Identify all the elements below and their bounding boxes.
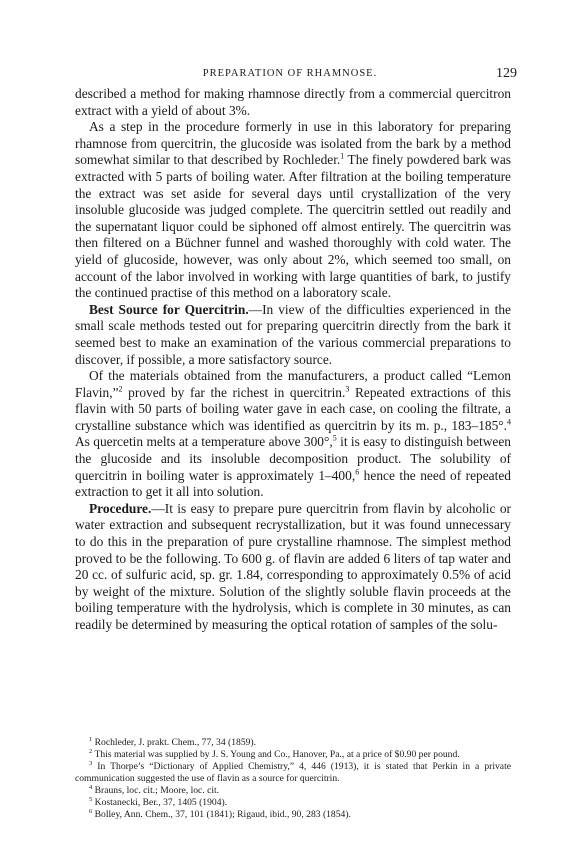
- footnote-text: Kostanecki, Ber., 37, 1405 (1904).: [94, 797, 228, 808]
- paragraph-text: As quercetin melts at a temperature above 300°,: [75, 434, 333, 450]
- section-heading-procedure: Procedure.: [89, 500, 152, 516]
- footnote-mark: 1: [89, 735, 93, 743]
- footnote: [75, 761, 511, 785]
- page-number: 129: [496, 66, 517, 81]
- paragraph-text: As a step in the procedure formerly in use in this laboratory for preparing rhamnose from quercitrin, the glucoside was isolated from the bark by a method somewhat similar to that described by Rochleder.: [75, 119, 511, 168]
- footnote-ref-4: 4: [507, 417, 511, 427]
- paragraph-isolation-from-bark: [75, 119, 511, 302]
- paragraph-text: The finely powdered bark was extracted with 5 parts of boiling water. After filtration at the boiling temperature the extract was set aside for several days until crystallization of the very insoluble glucoside was judged complete. The quercitrin settled out readily and the supernatant liquor could be siphoned off almost entirely. The quercitrin was then filtered on a Büchner funnel and washed thoroughly with cold water. The yield of glucoside, however, was only about 2%, which seemed too small, on account of the labor involved in working with large quantities of bark, to justify the continued practise of this method on a laboratory scale.: [75, 152, 511, 301]
- footnote-ref-3: 3: [345, 384, 350, 394]
- footnote-mark: 6: [89, 807, 93, 815]
- footnote: [75, 749, 511, 761]
- footnote-ref-6: 6: [355, 467, 360, 477]
- footnotes: [75, 737, 511, 821]
- footnote: [75, 809, 511, 821]
- paragraph-text: Repeated extractions of this flavin with 50 parts of boiling water gave in each case, on cooling the filtrate, a crystalline substance which was identified as quercitrin by its m. p., 183–185°.: [75, 384, 511, 433]
- footnote-text: Brauns, loc. cit.; Moore, loc. cit.: [94, 785, 220, 796]
- paragraph-text: —It is easy to prepare pure quercitrin from flavin by alcoholic or water extraction and subsequent recrystallization, but it was found unnecessary to do this in the preparation of pure crystalline rhamnose. The simplest method proved to be the following. To 600 g. of flavin are added 6 liters of tap water and 20 cc. of sulfuric acid, sp. gr. 1.84, corresponding to approximately 0.5% of acid by weight of the mixture. Solution of the slightly soluble flavin proceeds at the boiling temperature with the hydrolysis, which is complete in 30 minutes, as can readily be determined by measuring the optical rotation of samples of the solu-: [75, 500, 511, 632]
- paragraph-continuation: described a method for making rhamnose directly from a commercial quercitron extract with a yield of about 3%.: [75, 86, 511, 118]
- paragraph-text: it is easy to distinguish between the glucoside and its insoluble decomposition product. The solubility of quercitrin in boiling water is approximately 1–400,: [75, 434, 512, 483]
- paragraph-text: Of the materials obtained from the manufacturers, a product called “Lemon Flavin,”: [75, 368, 511, 400]
- footnote-ref-2: 2: [118, 384, 123, 394]
- running-title: PREPARATION OF RHAMNOSE.: [202, 68, 378, 79]
- paragraph-lemon-flavin: [75, 368, 511, 501]
- paragraph-text: —In view of the difficulties experienced in the small scale methods tested out for preparing quercitrin directly from the bark it seemed best to make an examination of the various commercial preparations to discover, if possible, a more satisfactory source.: [75, 301, 511, 367]
- footnote-ref-5: 5: [332, 434, 337, 443]
- footnote: [75, 737, 511, 749]
- paragraph-text: proved by far the richest in quercitrin.: [122, 384, 346, 400]
- footnote-mark: 2: [89, 747, 93, 755]
- footnote: [75, 797, 511, 809]
- footnote: [75, 785, 511, 797]
- footnote-text: Rochleder, J. prakt. Chem., 77, 34 (1859).: [94, 737, 257, 748]
- footnote-mark: 5: [89, 795, 93, 803]
- paragraph-text: hence the need of repeated extraction to get it all into solution.: [75, 467, 511, 500]
- footnote-mark: 4: [89, 783, 93, 791]
- running-head: [0, 64, 580, 84]
- footnote-text: This material was supplied by J. S. Young and Co., Hanover, Pa., at a price of $0.90 per pound.: [94, 749, 460, 760]
- section-heading-best-source: Best Source for Quercitrin.: [89, 301, 249, 317]
- paragraph-procedure: [75, 501, 511, 634]
- footnote-text: Bolley, Ann. Chem., 37, 101 (1841); Rigaud, ibid., 90, 283 (1854).: [94, 809, 351, 820]
- footnote-ref-1: 1: [340, 151, 345, 161]
- paragraph-best-source: [75, 302, 511, 368]
- footnote-mark: 3: [89, 759, 93, 767]
- footnote-text: In Thorpe’s “Dictionary of Applied Chemistry,” 4, 446 (1913), it is stated that Perkin in a private communication suggested the use of flavin as a source for quercitrin.: [75, 761, 511, 784]
- article-body: [75, 86, 511, 634]
